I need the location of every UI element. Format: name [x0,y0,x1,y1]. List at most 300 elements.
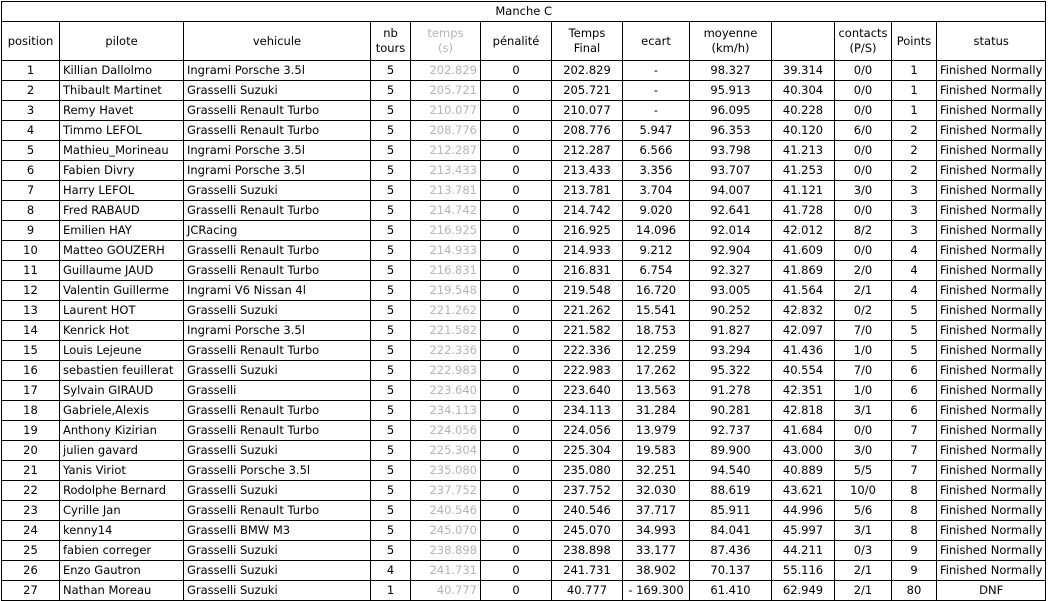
cell-vehicule[interactable]: Ingrami Porsche 3.5l [184,141,371,161]
col-header-penalite[interactable]: pénalité [481,22,552,61]
cell-points[interactable]: 4 [892,281,937,301]
cell-pilote[interactable]: Remy Havet [60,101,184,121]
cell-contacts[interactable]: 0/3 [835,541,892,561]
cell-contacts[interactable]: 0/0 [835,161,892,181]
cell-tours[interactable]: 5 [371,541,411,561]
cell-vehicule[interactable]: Grasselli Renault Turbo [184,101,371,121]
cell-moyenne[interactable]: 92.737 [690,421,772,441]
cell-tours[interactable]: 5 [371,281,411,301]
cell-penalite[interactable]: 0 [481,541,552,561]
cell-status[interactable]: Finished Normally [937,321,1046,341]
cell-pilote[interactable]: Mathieu_Morineau [60,141,184,161]
cell-position[interactable]: 17 [2,381,60,401]
cell-position[interactable]: 6 [2,161,60,181]
cell-extra[interactable]: 41.213 [772,141,835,161]
cell-contacts[interactable]: 0/0 [835,201,892,221]
cell-pilote[interactable]: Yanis Viriot [60,461,184,481]
cell-status[interactable]: Finished Normally [937,521,1046,541]
cell-penalite[interactable]: 0 [481,521,552,541]
cell-position[interactable]: 20 [2,441,60,461]
cell-moyenne[interactable]: 98.327 [690,61,772,81]
cell-contacts[interactable]: 6/0 [835,121,892,141]
cell-pilote[interactable]: Killian Dallolmo [60,61,184,81]
cell-status[interactable]: DNF [937,581,1046,601]
cell-contacts[interactable]: 0/0 [835,101,892,121]
cell-points[interactable]: 1 [892,61,937,81]
cell-ecart[interactable]: 38.902 [623,561,690,581]
cell-ecart[interactable]: - [623,81,690,101]
cell-points[interactable]: 8 [892,501,937,521]
cell-tours[interactable]: 5 [371,181,411,201]
cell-position[interactable]: 18 [2,401,60,421]
cell-extra[interactable]: 41.609 [772,241,835,261]
cell-temps-final[interactable]: 40.777 [552,581,623,601]
cell-position[interactable]: 16 [2,361,60,381]
cell-tours[interactable]: 5 [371,521,411,541]
cell-pilote[interactable]: Matteo GOUZERH [60,241,184,261]
col-header-pilote[interactable]: pilote [60,22,184,61]
cell-temps[interactable]: 214.933 [411,241,481,261]
cell-penalite[interactable]: 0 [481,121,552,141]
cell-temps[interactable]: 213.433 [411,161,481,181]
cell-extra[interactable]: 40.889 [772,461,835,481]
cell-contacts[interactable]: 7/0 [835,361,892,381]
cell-position[interactable]: 12 [2,281,60,301]
cell-points[interactable]: 9 [892,561,937,581]
col-header-moyenne[interactable] [690,22,772,61]
cell-moyenne[interactable]: 96.095 [690,101,772,121]
cell-status[interactable]: Finished Normally [937,341,1046,361]
cell-temps[interactable]: 214.742 [411,201,481,221]
cell-ecart[interactable]: 14.096 [623,221,690,241]
cell-vehicule[interactable]: Grasselli Suzuki [184,541,371,561]
cell-contacts[interactable]: 1/0 [835,381,892,401]
cell-status[interactable]: Finished Normally [937,241,1046,261]
cell-penalite[interactable]: 0 [481,361,552,381]
cell-ecart[interactable]: 9.212 [623,241,690,261]
cell-points[interactable]: 6 [892,401,937,421]
cell-vehicule[interactable]: Grasselli Suzuki [184,581,371,601]
cell-points[interactable]: 3 [892,181,937,201]
cell-temps-final[interactable]: 245.070 [552,521,623,541]
cell-moyenne[interactable]: 95.913 [690,81,772,101]
cell-penalite[interactable]: 0 [481,221,552,241]
cell-status[interactable]: Finished Normally [937,81,1046,101]
cell-temps[interactable]: 240.546 [411,501,481,521]
cell-position[interactable]: 22 [2,481,60,501]
cell-temps[interactable]: 40.777 [411,581,481,601]
cell-penalite[interactable]: 0 [481,201,552,221]
cell-ecart[interactable]: 32.251 [623,461,690,481]
cell-contacts[interactable]: 2/1 [835,561,892,581]
cell-moyenne[interactable]: 96.353 [690,121,772,141]
cell-penalite[interactable]: 0 [481,341,552,361]
cell-ecart[interactable]: 6.754 [623,261,690,281]
cell-penalite[interactable]: 0 [481,501,552,521]
cell-moyenne[interactable]: 93.707 [690,161,772,181]
cell-pilote[interactable]: Fred RABAUD [60,201,184,221]
cell-status[interactable]: Finished Normally [937,201,1046,221]
col-header-position[interactable]: position [2,22,60,61]
cell-position[interactable]: 5 [2,141,60,161]
cell-moyenne[interactable]: 91.827 [690,321,772,341]
cell-vehicule[interactable]: Grasselli Suzuki [184,81,371,101]
cell-position[interactable]: 21 [2,461,60,481]
cell-ecart[interactable]: 13.563 [623,381,690,401]
cell-contacts[interactable]: 5/6 [835,501,892,521]
cell-moyenne[interactable]: 93.005 [690,281,772,301]
cell-ecart[interactable]: 32.030 [623,481,690,501]
cell-penalite[interactable]: 0 [481,461,552,481]
cell-status[interactable]: Finished Normally [937,161,1046,181]
cell-tours[interactable]: 5 [371,321,411,341]
cell-temps[interactable]: 219.548 [411,281,481,301]
cell-temps[interactable]: 221.582 [411,321,481,341]
cell-contacts[interactable]: 8/2 [835,221,892,241]
cell-penalite[interactable]: 0 [481,181,552,201]
cell-pilote[interactable]: Gabriele,Alexis [60,401,184,421]
col-header-status[interactable]: status [937,22,1046,61]
cell-moyenne[interactable]: 90.281 [690,401,772,421]
cell-points[interactable]: 9 [892,541,937,561]
cell-points[interactable]: 4 [892,261,937,281]
cell-position[interactable]: 27 [2,581,60,601]
cell-moyenne[interactable]: 70.137 [690,561,772,581]
cell-points[interactable]: 1 [892,81,937,101]
cell-vehicule[interactable]: Grasselli BMW M3 [184,521,371,541]
cell-ecart[interactable]: 37.717 [623,501,690,521]
cell-temps[interactable]: 212.287 [411,141,481,161]
cell-moyenne[interactable]: 92.014 [690,221,772,241]
cell-pilote[interactable]: Timmo LEFOL [60,121,184,141]
cell-ecart[interactable]: - [623,101,690,121]
cell-extra[interactable]: 41.564 [772,281,835,301]
cell-status[interactable]: Finished Normally [937,481,1046,501]
cell-vehicule[interactable]: Ingrami V6 Nissan 4l [184,281,371,301]
cell-vehicule[interactable]: Grasselli Suzuki [184,441,371,461]
cell-ecart[interactable]: 18.753 [623,321,690,341]
col-header-blank[interactable] [772,22,835,61]
cell-position[interactable]: 8 [2,201,60,221]
cell-vehicule[interactable]: Grasselli Renault Turbo [184,201,371,221]
cell-ecart[interactable]: 16.720 [623,281,690,301]
cell-penalite[interactable]: 0 [481,301,552,321]
cell-ecart[interactable]: 6.566 [623,141,690,161]
cell-vehicule[interactable]: JCRacing [184,221,371,241]
cell-status[interactable]: Finished Normally [937,181,1046,201]
cell-vehicule[interactable]: Ingrami Porsche 3.5l [184,321,371,341]
cell-ecart[interactable]: 15.541 [623,301,690,321]
cell-temps[interactable]: 221.262 [411,301,481,321]
cell-temps[interactable]: 213.781 [411,181,481,201]
cell-tours[interactable]: 5 [371,61,411,81]
cell-moyenne[interactable]: 85.911 [690,501,772,521]
cell-tours[interactable]: 5 [371,261,411,281]
cell-tours[interactable]: 5 [371,161,411,181]
cell-contacts[interactable]: 3/1 [835,521,892,541]
cell-pilote[interactable]: Valentin Guillerme [60,281,184,301]
cell-vehicule[interactable]: Grasselli Renault Turbo [184,501,371,521]
cell-moyenne[interactable]: 90.252 [690,301,772,321]
cell-status[interactable]: Finished Normally [937,541,1046,561]
cell-position[interactable]: 9 [2,221,60,241]
cell-temps[interactable]: 235.080 [411,461,481,481]
cell-vehicule[interactable]: Ingrami Porsche 3.5l [184,61,371,81]
cell-points[interactable]: 7 [892,421,937,441]
col-header-nb-tours[interactable] [371,22,411,61]
cell-extra[interactable]: 42.097 [772,321,835,341]
cell-extra[interactable]: 41.728 [772,201,835,221]
cell-vehicule[interactable]: Grasselli Porsche 3.5l [184,461,371,481]
cell-moyenne[interactable]: 93.798 [690,141,772,161]
cell-tours[interactable]: 5 [371,301,411,321]
cell-contacts[interactable]: 3/0 [835,181,892,201]
cell-position[interactable]: 15 [2,341,60,361]
cell-vehicule[interactable]: Grasselli Renault Turbo [184,121,371,141]
cell-pilote[interactable]: julien gavard [60,441,184,461]
cell-points[interactable]: 3 [892,201,937,221]
cell-temps[interactable]: 208.776 [411,121,481,141]
cell-contacts[interactable]: 5/5 [835,461,892,481]
cell-tours[interactable]: 5 [371,421,411,441]
cell-ecart[interactable]: 34.993 [623,521,690,541]
cell-pilote[interactable]: Kenrick Hot [60,321,184,341]
cell-points[interactable]: 7 [892,461,937,481]
cell-vehicule[interactable]: Grasselli Suzuki [184,561,371,581]
cell-vehicule[interactable]: Grasselli Renault Turbo [184,261,371,281]
cell-extra[interactable]: 44.211 [772,541,835,561]
cell-points[interactable]: 80 [892,581,937,601]
cell-pilote[interactable]: Thibault Martinet [60,81,184,101]
cell-moyenne[interactable]: 92.641 [690,201,772,221]
cell-tours[interactable]: 5 [371,401,411,421]
cell-penalite[interactable]: 0 [481,381,552,401]
cell-ecart[interactable]: 19.583 [623,441,690,461]
cell-extra[interactable]: 41.436 [772,341,835,361]
cell-position[interactable]: 19 [2,421,60,441]
cell-vehicule[interactable]: Grasselli Suzuki [184,301,371,321]
cell-penalite[interactable]: 0 [481,281,552,301]
cell-ecart[interactable]: 3.704 [623,181,690,201]
cell-temps[interactable]: 241.731 [411,561,481,581]
cell-temps[interactable]: 205.721 [411,81,481,101]
cell-ecart[interactable]: 3.356 [623,161,690,181]
cell-position[interactable]: 13 [2,301,60,321]
cell-extra[interactable]: 62.949 [772,581,835,601]
cell-temps-final[interactable]: 214.933 [552,241,623,261]
cell-status[interactable]: Finished Normally [937,281,1046,301]
cell-vehicule[interactable]: Grasselli [184,381,371,401]
cell-moyenne[interactable]: 91.278 [690,381,772,401]
col-header-points[interactable]: Points [892,22,937,61]
cell-temps-final[interactable]: 225.304 [552,441,623,461]
cell-position[interactable]: 1 [2,61,60,81]
cell-ecart[interactable]: 9.020 [623,201,690,221]
cell-tours[interactable]: 5 [371,381,411,401]
cell-extra[interactable]: 39.314 [772,61,835,81]
cell-position[interactable]: 4 [2,121,60,141]
cell-tours[interactable]: 5 [371,221,411,241]
cell-temps-final[interactable]: 214.742 [552,201,623,221]
cell-temps-final[interactable]: 223.640 [552,381,623,401]
col-header-temps[interactable] [411,22,481,61]
cell-tours[interactable]: 5 [371,121,411,141]
cell-penalite[interactable]: 0 [481,61,552,81]
cell-extra[interactable]: 42.832 [772,301,835,321]
cell-temps-final[interactable]: 235.080 [552,461,623,481]
cell-ecart[interactable]: 5.947 [623,121,690,141]
cell-extra[interactable]: 41.684 [772,421,835,441]
cell-points[interactable]: 1 [892,101,937,121]
cell-points[interactable]: 2 [892,141,937,161]
cell-penalite[interactable]: 0 [481,241,552,261]
cell-moyenne[interactable]: 93.294 [690,341,772,361]
cell-extra[interactable]: 41.121 [772,181,835,201]
col-header-contacts[interactable] [835,22,892,61]
cell-penalite[interactable]: 0 [481,321,552,341]
cell-points[interactable]: 5 [892,341,937,361]
cell-contacts[interactable]: 1/0 [835,341,892,361]
cell-temps[interactable]: 245.070 [411,521,481,541]
cell-vehicule[interactable]: Grasselli Suzuki [184,181,371,201]
cell-points[interactable]: 8 [892,481,937,501]
cell-pilote[interactable]: Rodolphe Bernard [60,481,184,501]
cell-extra[interactable]: 41.869 [772,261,835,281]
cell-points[interactable]: 5 [892,301,937,321]
cell-contacts[interactable]: 3/0 [835,441,892,461]
cell-pilote[interactable]: kenny14 [60,521,184,541]
cell-temps-final[interactable]: 241.731 [552,561,623,581]
cell-pilote[interactable]: sebastien feuillerat [60,361,184,381]
cell-contacts[interactable]: 0/0 [835,61,892,81]
cell-status[interactable]: Finished Normally [937,561,1046,581]
cell-status[interactable]: Finished Normally [937,381,1046,401]
cell-status[interactable]: Finished Normally [937,421,1046,441]
cell-pilote[interactable]: Cyrille Jan [60,501,184,521]
cell-penalite[interactable]: 0 [481,261,552,281]
cell-temps-final[interactable]: 222.983 [552,361,623,381]
cell-temps[interactable]: 224.056 [411,421,481,441]
col-header-vehicule[interactable]: vehicule [184,22,371,61]
cell-extra[interactable]: 43.621 [772,481,835,501]
cell-temps[interactable]: 222.983 [411,361,481,381]
cell-moyenne[interactable]: 92.327 [690,261,772,281]
cell-points[interactable]: 6 [892,361,937,381]
cell-penalite[interactable]: 0 [481,441,552,461]
cell-contacts[interactable]: 10/0 [835,481,892,501]
cell-temps-final[interactable]: 234.113 [552,401,623,421]
cell-extra[interactable]: 40.304 [772,81,835,101]
cell-pilote[interactable]: Fabien Divry [60,161,184,181]
cell-moyenne[interactable]: 94.540 [690,461,772,481]
cell-status[interactable]: Finished Normally [937,501,1046,521]
cell-points[interactable]: 4 [892,241,937,261]
cell-position[interactable]: 23 [2,501,60,521]
cell-contacts[interactable]: 0/0 [835,421,892,441]
cell-pilote[interactable]: Anthony Kizirian [60,421,184,441]
cell-pilote[interactable]: Laurent HOT [60,301,184,321]
cell-vehicule[interactable]: Grasselli Renault Turbo [184,341,371,361]
cell-points[interactable]: 2 [892,121,937,141]
cell-moyenne[interactable]: 92.904 [690,241,772,261]
cell-tours[interactable]: 5 [371,441,411,461]
cell-temps[interactable]: 223.640 [411,381,481,401]
cell-position[interactable]: 10 [2,241,60,261]
cell-temps-final[interactable]: 222.336 [552,341,623,361]
cell-vehicule[interactable]: Grasselli Suzuki [184,481,371,501]
cell-extra[interactable]: 55.116 [772,561,835,581]
cell-vehicule[interactable]: Grasselli Renault Turbo [184,241,371,261]
cell-tours[interactable]: 5 [371,201,411,221]
cell-position[interactable]: 24 [2,521,60,541]
cell-penalite[interactable]: 0 [481,421,552,441]
cell-points[interactable]: 2 [892,161,937,181]
cell-extra[interactable]: 43.000 [772,441,835,461]
cell-status[interactable]: Finished Normally [937,101,1046,121]
cell-temps-final[interactable]: 213.433 [552,161,623,181]
cell-pilote[interactable]: Nathan Moreau [60,581,184,601]
cell-moyenne[interactable]: 88.619 [690,481,772,501]
cell-temps-final[interactable]: 219.548 [552,281,623,301]
cell-position[interactable]: 14 [2,321,60,341]
cell-temps-final[interactable]: 213.781 [552,181,623,201]
cell-temps[interactable]: 237.752 [411,481,481,501]
cell-extra[interactable]: 40.228 [772,101,835,121]
cell-penalite[interactable]: 0 [481,561,552,581]
cell-status[interactable]: Finished Normally [937,221,1046,241]
cell-tours[interactable]: 5 [371,341,411,361]
cell-contacts[interactable]: 0/0 [835,141,892,161]
cell-temps[interactable]: 216.831 [411,261,481,281]
cell-status[interactable]: Finished Normally [937,361,1046,381]
cell-status[interactable]: Finished Normally [937,461,1046,481]
cell-extra[interactable]: 40.554 [772,361,835,381]
cell-status[interactable]: Finished Normally [937,261,1046,281]
cell-ecart[interactable]: 33.177 [623,541,690,561]
cell-tours[interactable]: 1 [371,581,411,601]
cell-temps-final[interactable]: 216.925 [552,221,623,241]
cell-tours[interactable]: 5 [371,481,411,501]
cell-temps[interactable]: 216.925 [411,221,481,241]
cell-temps[interactable]: 210.077 [411,101,481,121]
cell-temps[interactable]: 202.829 [411,61,481,81]
cell-moyenne[interactable]: 87.436 [690,541,772,561]
cell-points[interactable]: 5 [892,321,937,341]
cell-pilote[interactable]: Sylvain GIRAUD [60,381,184,401]
cell-position[interactable]: 26 [2,561,60,581]
cell-tours[interactable]: 5 [371,461,411,481]
cell-moyenne[interactable]: 89.900 [690,441,772,461]
cell-temps-final[interactable]: 205.721 [552,81,623,101]
cell-pilote[interactable]: Louis Lejeune [60,341,184,361]
cell-pilote[interactable]: Guillaume JAUD [60,261,184,281]
cell-pilote[interactable]: Emilien HAY [60,221,184,241]
cell-penalite[interactable]: 0 [481,401,552,421]
cell-temps-final[interactable]: 240.546 [552,501,623,521]
cell-status[interactable]: Finished Normally [937,141,1046,161]
cell-tours[interactable]: 5 [371,501,411,521]
cell-contacts[interactable]: 2/1 [835,281,892,301]
cell-ecart[interactable]: - 169.300 [623,581,690,601]
cell-status[interactable]: Finished Normally [937,121,1046,141]
cell-tours[interactable]: 5 [371,101,411,121]
cell-extra[interactable]: 42.012 [772,221,835,241]
cell-status[interactable]: Finished Normally [937,61,1046,81]
cell-temps-final[interactable]: 237.752 [552,481,623,501]
cell-penalite[interactable]: 0 [481,81,552,101]
cell-ecart[interactable]: 17.262 [623,361,690,381]
cell-moyenne[interactable]: 94.007 [690,181,772,201]
